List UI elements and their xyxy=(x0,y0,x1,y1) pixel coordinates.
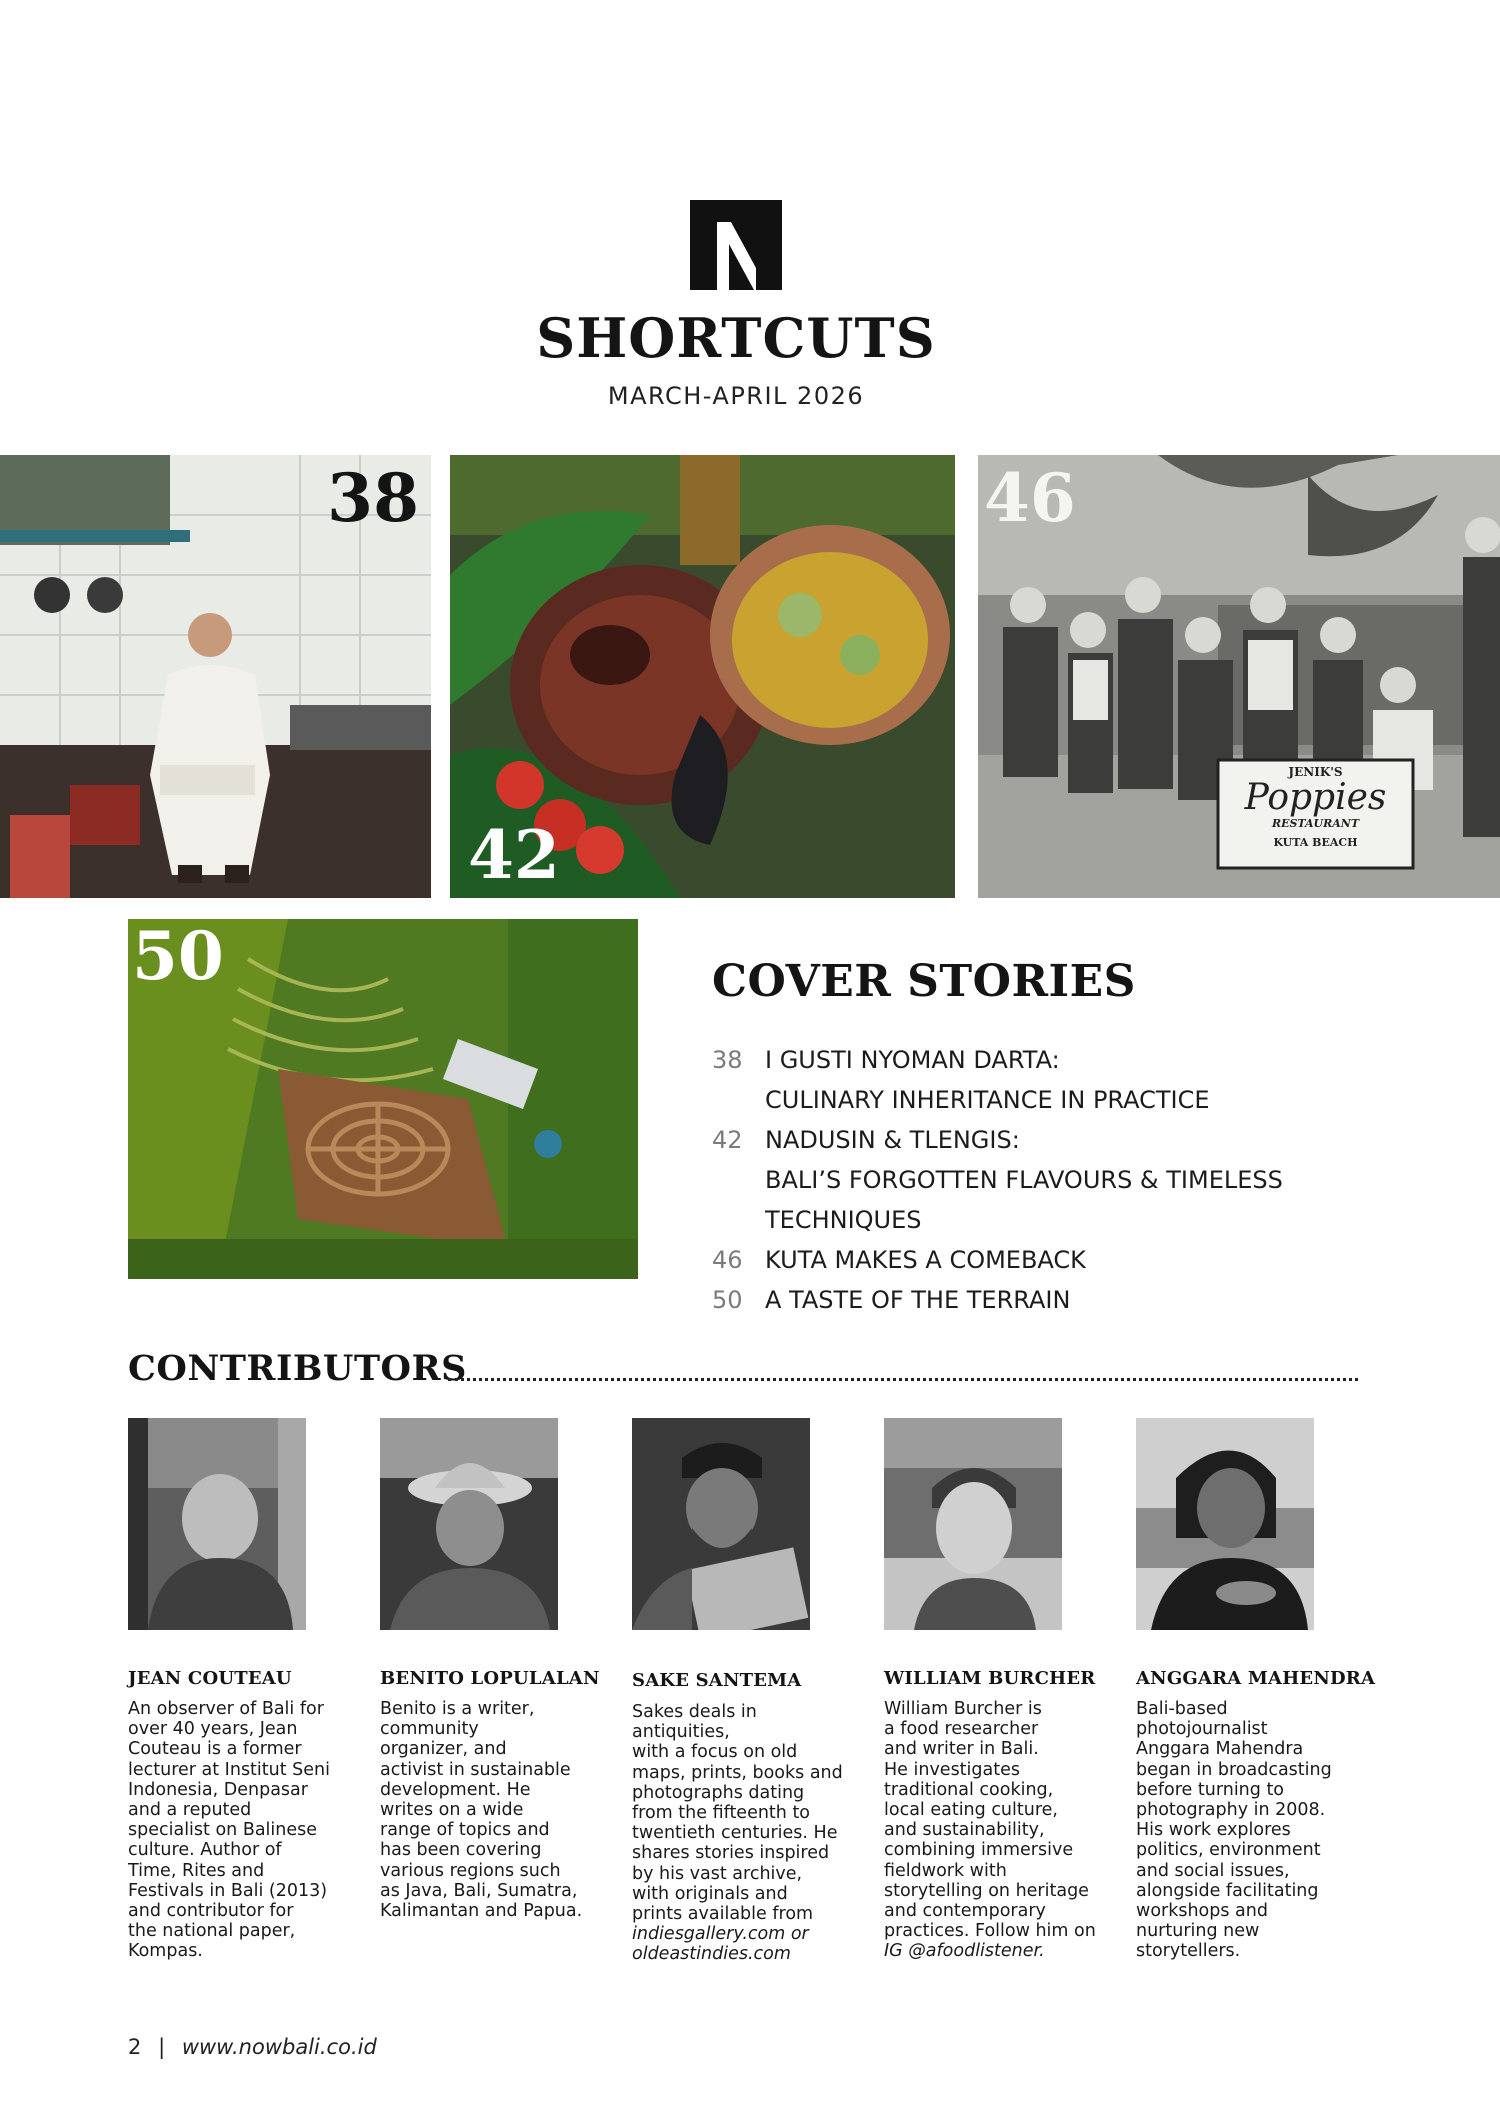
bio-link-line[interactable]: IG @afoodlistener. xyxy=(884,1941,1045,1962)
page-footer xyxy=(128,2035,377,2059)
bio-line: with originals and xyxy=(632,1883,788,1904)
bio-line: politics, environment xyxy=(1136,1840,1321,1861)
bio-line: Time, Rites and xyxy=(128,1860,265,1881)
bio-line: nurturing new xyxy=(1136,1921,1260,1942)
photo-number: 46 xyxy=(984,459,1076,537)
sign-line: Poppies xyxy=(1244,777,1387,818)
bio-line: fieldwork with xyxy=(884,1860,1007,1881)
story-title-line: KUTA MAKES A COMEBACK xyxy=(765,1246,1086,1274)
bio-line: lecturer at Institut Seni xyxy=(128,1759,330,1780)
bio-line: and a reputed xyxy=(128,1800,252,1821)
bio-line: twentieth centuries. He xyxy=(632,1823,838,1844)
bio-line: and social issues, xyxy=(1136,1860,1290,1881)
bio-line: and contemporary xyxy=(884,1901,1046,1922)
cover-stories-heading: COVER STORIES xyxy=(712,956,1136,1007)
bio-line: practices. Follow him on xyxy=(884,1921,1096,1942)
bio-line: organizer, and xyxy=(380,1739,507,1760)
contributor-bio xyxy=(1136,1699,1356,1962)
bio-line: and contributor for xyxy=(128,1901,294,1922)
bio-line: shares stories inspired xyxy=(632,1843,830,1864)
bio-line: Bali-based xyxy=(1136,1699,1228,1719)
cover-story-item[interactable] xyxy=(712,1120,1432,1240)
bio-line: development. He xyxy=(380,1779,531,1800)
sign-line: JENIK'S xyxy=(1288,765,1343,779)
story-title-line: I GUSTI NYOMAN DARTA: xyxy=(765,1046,1060,1074)
bio-line: His work explores xyxy=(1136,1820,1291,1841)
bio-line: Couteau is a former xyxy=(128,1739,302,1760)
bio-line: activist in sustainable xyxy=(380,1759,571,1780)
contributor-bio xyxy=(128,1699,348,1962)
bio-line: community xyxy=(380,1719,479,1740)
bio-line: combining immersive xyxy=(884,1840,1074,1861)
restaurant-sign xyxy=(1218,765,1413,849)
issue-date: MARCH-APRIL 2026 xyxy=(607,382,865,410)
photo-number: 50 xyxy=(132,919,224,995)
bio-line: specialist on Balinese xyxy=(128,1820,318,1841)
story-page-number: 42 xyxy=(712,1126,743,1154)
story-title-line: BALI’S FORGOTTEN FLAVOURS & TIMELESS xyxy=(765,1166,1283,1194)
contributor-name: ANGGARA MAHENDRA xyxy=(1136,1668,1376,1689)
contributors-heading: CONTRIBUTORS xyxy=(128,1348,467,1389)
bio-line: antiquities, xyxy=(632,1722,730,1743)
dotted-divider xyxy=(448,1378,1358,1381)
photo-number: 38 xyxy=(327,459,419,537)
bio-line: writes on a wide xyxy=(380,1800,524,1821)
magazine-logo xyxy=(690,200,782,290)
contributor-bio xyxy=(632,1702,852,1965)
website-link[interactable]: www.nowbali.co.id xyxy=(181,2035,377,2059)
bio-line: workshops and xyxy=(1136,1901,1268,1922)
bio-line: maps, prints, books and xyxy=(632,1762,843,1783)
footer-separator: | xyxy=(158,2035,166,2059)
contributor-portrait xyxy=(380,1418,558,1630)
bio-line: a food researcher xyxy=(884,1719,1039,1740)
story-title-line: TECHNIQUES xyxy=(765,1206,922,1234)
contributor-portrait xyxy=(632,1418,810,1630)
bio-line: the national paper, xyxy=(128,1921,296,1942)
story-page-number: 46 xyxy=(712,1246,743,1274)
page-number: 2 xyxy=(128,2035,142,2059)
story-page-number: 50 xyxy=(712,1286,743,1314)
bio-line: Sakes deals in xyxy=(632,1702,757,1722)
contributor-name: WILLIAM BURCHER xyxy=(884,1668,1096,1689)
bio-line: and writer in Bali. xyxy=(884,1739,1039,1760)
bio-line: from the fifteenth to xyxy=(632,1803,811,1824)
story-title-line: NADUSIN & TLENGIS: xyxy=(765,1126,1020,1154)
cover-story-item[interactable] xyxy=(712,1040,1432,1120)
contributor-bio xyxy=(884,1699,1104,1962)
bio-line: began in broadcasting xyxy=(1136,1759,1332,1780)
cover-story-item[interactable] xyxy=(712,1240,1432,1280)
bio-line: before turning to xyxy=(1136,1779,1285,1800)
bio-link-line[interactable]: indiesgallery.com or xyxy=(632,1924,809,1945)
cover-stories-list xyxy=(712,1040,1432,1320)
story-photo-46[interactable] xyxy=(978,455,1500,898)
bio-line: storytellers. xyxy=(1136,1941,1241,1962)
contributor-name: BENITO LOPULALAN xyxy=(380,1668,600,1689)
bio-line: and sustainability, xyxy=(884,1820,1045,1841)
bio-line: as Java, Bali, Sumatra, xyxy=(380,1880,578,1901)
contributor-portrait xyxy=(1136,1418,1314,1630)
contributor-name: JEAN COUTEAU xyxy=(128,1668,292,1689)
contributor-bio xyxy=(380,1699,600,1921)
bio-line: photography in 2008. xyxy=(1136,1800,1326,1821)
bio-line: Benito is a writer, xyxy=(380,1699,535,1719)
page-title: SHORTCUTS xyxy=(536,306,936,370)
bio-line: alongside facilitating xyxy=(1136,1880,1319,1901)
bio-line: photojournalist xyxy=(1136,1719,1268,1740)
bio-line: culture. Author of xyxy=(128,1840,282,1861)
sign-line: RESTAURANT xyxy=(1271,817,1360,830)
story-page-number: 38 xyxy=(712,1046,743,1074)
bio-line: storytelling on heritage xyxy=(884,1880,1089,1901)
contributor-portrait xyxy=(884,1418,1062,1630)
bio-line: traditional cooking, xyxy=(884,1779,1054,1800)
story-photo-50[interactable] xyxy=(128,919,638,1279)
bio-line: Kompas. xyxy=(128,1941,203,1962)
bio-line: various regions such xyxy=(380,1860,561,1881)
story-title-line: CULINARY INHERITANCE IN PRACTICE xyxy=(765,1086,1210,1114)
bio-line: Kalimantan and Papua. xyxy=(380,1901,583,1922)
bio-line: range of topics and xyxy=(380,1820,550,1841)
bio-line: An observer of Bali for xyxy=(128,1699,324,1719)
bio-line: He investigates xyxy=(884,1759,1020,1780)
story-photo-38[interactable] xyxy=(0,455,431,898)
bio-line: Indonesia, Denpasar xyxy=(128,1779,308,1800)
bio-line: over 40 years, Jean xyxy=(128,1719,298,1740)
bio-link-line[interactable]: oldeastindies.com xyxy=(632,1944,791,1965)
photo-number: 42 xyxy=(468,816,560,894)
bio-line: Festivals in Bali (2013) xyxy=(128,1880,328,1901)
bio-line: has been covering xyxy=(380,1840,542,1861)
bio-line: photographs dating xyxy=(632,1782,805,1803)
story-title-line: A TASTE OF THE TERRAIN xyxy=(765,1286,1071,1314)
bio-line: with a focus on old xyxy=(632,1742,798,1763)
story-photo-42[interactable] xyxy=(450,455,955,898)
sign-line: KUTA BEACH xyxy=(1273,836,1358,849)
contributor-name: SAKE SANTEMA xyxy=(632,1670,802,1691)
bio-line: local eating culture, xyxy=(884,1800,1058,1821)
bio-line: prints available from xyxy=(632,1904,814,1925)
cover-story-item[interactable] xyxy=(712,1280,1432,1320)
contributor-portrait xyxy=(128,1418,306,1630)
bio-line: William Burcher is xyxy=(884,1699,1042,1719)
bio-line: Anggara Mahendra xyxy=(1136,1739,1304,1760)
bio-line: by his vast archive, xyxy=(632,1863,803,1884)
